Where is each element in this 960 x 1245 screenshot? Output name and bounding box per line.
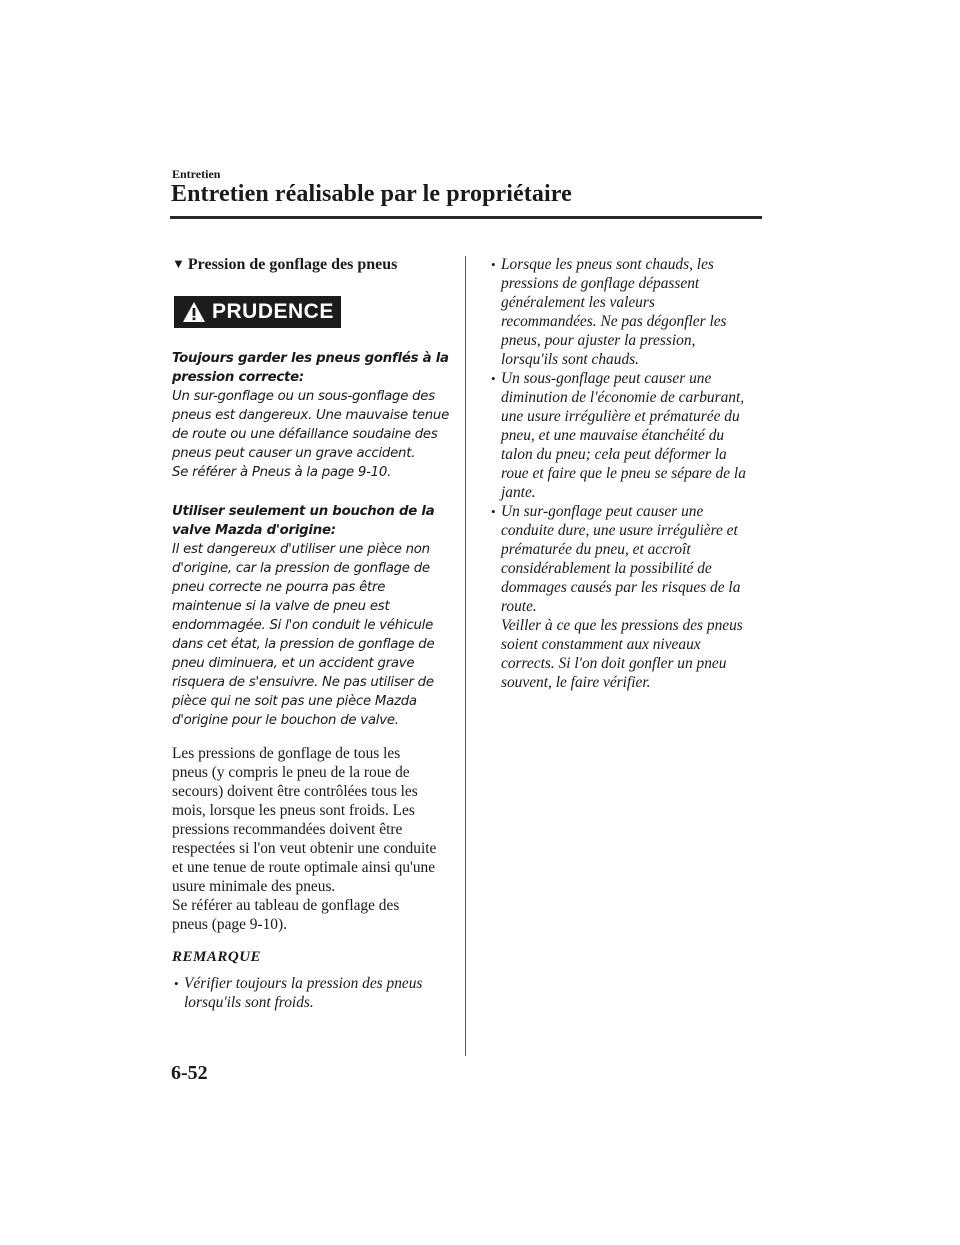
- note-line: lorsqu'ils sont froids.: [184, 994, 314, 1011]
- caution-line: pneus peut causer un grave accident.: [172, 446, 416, 461]
- note-label: REMARQUE: [172, 949, 262, 965]
- list-line: Veiller à ce que les pressions des pneus: [501, 617, 743, 634]
- subsection-heading-text: Pression de gonflage des pneus: [187, 256, 398, 273]
- list-line: route.: [501, 598, 537, 615]
- list-item: [491, 369, 763, 502]
- list-line: roue et faire que le pneu se sépare de la: [501, 465, 746, 482]
- caution-line: Se référer à Pneus à la page 9-10.: [172, 465, 392, 480]
- list-line: dommages causés par les risques de la: [501, 579, 741, 596]
- list-line: pneu, et une mauvaise étanchéité du: [501, 427, 725, 444]
- bullet-icon: •: [491, 504, 496, 519]
- body-line: et une tenue de route optimale ainsi qu'une: [172, 859, 436, 876]
- list-item: [491, 502, 763, 692]
- list-line: conduite dure, une usure irrégulière et: [501, 522, 738, 539]
- body-line: usure minimale des pneus.: [172, 878, 336, 895]
- body-line: Les pressions de gonflage de tous les: [172, 745, 401, 762]
- list-line: considérablement la possibilité de: [501, 560, 712, 577]
- bullet-icon: •: [491, 371, 496, 386]
- body-line: pneus (y compris le pneu de la roue de: [172, 764, 410, 781]
- warning-triangle-icon: [182, 300, 206, 324]
- caution-item-title: Utiliser seulement un bouchon de la valve Mazda d'origine:: [172, 504, 435, 538]
- right-column: [491, 255, 763, 692]
- caution-line: maintenue si la valve de pneu est: [172, 599, 390, 614]
- list-line: Un sur-gonflage peut causer une: [501, 503, 704, 520]
- note-line: Vérifier toujours la pression des pneus: [184, 975, 423, 992]
- body-paragraph: [172, 744, 454, 934]
- caution-line: risquera de s'ensuivre. Ne pas utiliser de: [172, 675, 434, 690]
- left-column: [172, 255, 454, 1012]
- caution-line: pièce qui ne soit pas une pièce Mazda: [172, 694, 417, 709]
- list-line: recommandées. Ne pas dégonfler les: [501, 313, 727, 330]
- bullet-icon: •: [491, 257, 496, 272]
- caution-content: [172, 349, 454, 730]
- bullet-list: [491, 255, 763, 692]
- caution-line: dans cet état, la pression de gonflage de: [172, 637, 435, 652]
- caution-line: Un sur-gonflage ou un sous-gonflage des: [172, 389, 435, 404]
- section-label: Entretien: [172, 167, 221, 181]
- body-line: mois, lorsque les pneus sont froids. Les: [172, 802, 415, 819]
- caution-line: pneu correcte ne pourra pas être: [172, 580, 386, 595]
- list-line: talon du pneu; cela peut déformer la: [501, 446, 727, 463]
- list-line: corrects. Si l'on doit gonfler un pneu: [501, 655, 727, 672]
- body-line: pneus (page 9-10).: [172, 916, 287, 933]
- list-line: Lorsque les pneus sont chauds, les: [501, 256, 714, 273]
- title-rule: [170, 216, 762, 219]
- body-line: Se référer au tableau de gonflage des: [172, 897, 400, 914]
- caution-line: endommagée. Si l'on conduit le véhicule: [172, 618, 434, 633]
- caution-label: PRUDENCE: [212, 300, 334, 323]
- caution-line: pneus est dangereux. Une mauvaise tenue: [172, 408, 450, 423]
- body-line: respectées si l'on veut obtenir une conduite: [172, 840, 437, 857]
- subsection-heading: [172, 255, 454, 274]
- list-line: soient constamment aux niveaux: [501, 636, 701, 653]
- note-item: [174, 974, 454, 1012]
- list-line: prématurée du pneu, et accroît: [501, 541, 691, 558]
- body-line: pressions recommandées doivent être: [172, 821, 403, 838]
- caution-badge: [174, 296, 341, 328]
- body-line: secours) doivent être contrôlées tous les: [172, 783, 418, 800]
- note-list: [172, 974, 454, 1012]
- list-line: lorsqu'ils sont chauds.: [501, 351, 639, 368]
- list-item: [491, 255, 763, 369]
- list-line: pressions de gonflage dépassent: [501, 275, 700, 292]
- page-number: 6-52: [171, 1062, 208, 1084]
- caution-line: de route ou une défaillance soudaine des: [172, 427, 438, 442]
- list-line: une usure irrégulière et prématurée du: [501, 408, 740, 425]
- list-line: généralement les valeurs: [501, 294, 655, 311]
- page-title: Entretien réalisable par le propriétaire: [171, 181, 572, 207]
- bullet-icon: •: [174, 976, 179, 991]
- caution-line: pneu diminuera, et un accident grave: [172, 656, 415, 671]
- column-divider: [465, 256, 466, 1056]
- list-line: pneus, pour ajuster la pression,: [501, 332, 696, 349]
- list-line: jante.: [501, 484, 536, 501]
- caution-line: d'origine, car la pression de gonflage de: [172, 561, 430, 576]
- triangle-down-icon: ▼: [172, 256, 185, 271]
- caution-item-title: Toujours garder les pneus gonflés à la pression correcte:: [172, 351, 449, 385]
- caution-line: Il est dangereux d'utiliser une pièce non: [172, 542, 430, 557]
- list-line: Un sous-gonflage peut causer une: [501, 370, 712, 387]
- list-line: souvent, le faire vérifier.: [501, 674, 651, 691]
- list-line: diminution de l'économie de carburant,: [501, 389, 745, 406]
- caution-line: d'origine pour le bouchon de valve.: [172, 713, 399, 728]
